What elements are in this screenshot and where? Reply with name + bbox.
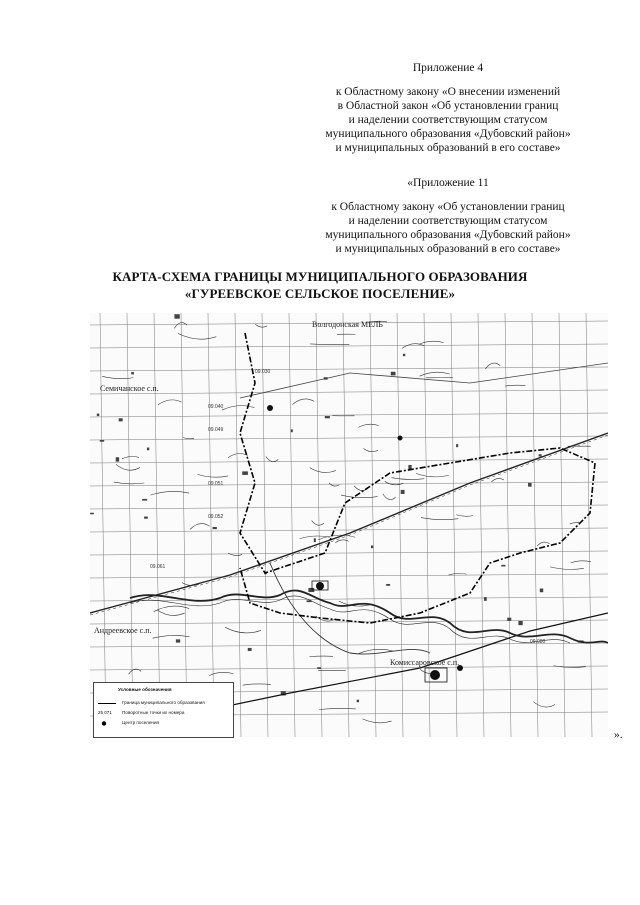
appendix-4-line: и муниципальных образований в его составе» (335, 142, 561, 154)
point-label: 09.080 (530, 639, 546, 645)
boundary-line-icon (98, 700, 116, 707)
legend-item-label: Центр поселения (122, 720, 159, 725)
point-label: 09.051 (208, 481, 224, 487)
appendix-4-line: и наделении соответствующим статусом (348, 114, 548, 126)
appendix-11-block (298, 176, 598, 256)
appendix-11-line: к Областному закону «Об установлении границ (331, 201, 565, 213)
appendix-4-line: муниципального образования «Дубовский район» (325, 128, 571, 140)
legend-item-points (98, 710, 230, 717)
point-label: 09.040 (208, 404, 224, 410)
legend-title: Условные обозначения (118, 687, 172, 692)
map-heading-line-1: КАРТА-СХЕМА ГРАНИЦЫ МУНИЦИПАЛЬНОГО ОБРАЗОВАНИЯ (112, 269, 528, 284)
appendix-4-line: в Областной закон «Об установлении границ (337, 100, 559, 112)
appendix-11-line: и наделении соответствующим статусом (348, 215, 548, 227)
closing-mark: ». (614, 729, 623, 741)
south-settlement-label: Комиссаровское с.п. (390, 658, 460, 667)
legend-item-boundary (98, 700, 230, 707)
legend-item-center (98, 720, 230, 727)
appendix-4-title: Приложение 4 (412, 62, 484, 74)
map-heading-line-2: «ГУРЕЕВСКОЕ СЕЛЬСКОЕ ПОСЕЛЕНИЕ» (184, 286, 456, 301)
point-label: 09.030 (255, 369, 271, 375)
map-heading (0, 268, 640, 302)
turning-point-icon: 25 071 (98, 710, 112, 715)
map-legend (93, 682, 234, 738)
settlement-center-icon (98, 720, 116, 727)
appendix-4-line: к Областному закону «О внесении изменений (335, 86, 561, 98)
appendix-11-line: муниципального образования «Дубовский район» (325, 229, 571, 241)
appendix-11-line: и муниципальных образований в его составе» (335, 243, 561, 255)
appendix-4-block (298, 61, 598, 155)
point-label: 09.049 (208, 427, 224, 433)
north-region-label: Волгодонская МЕЛЬ (312, 320, 383, 329)
point-label: 09.052 (208, 514, 224, 520)
southwest-settlement-label: Андреевское с.п. (94, 626, 152, 635)
legend-item-label: Граница муниципального образования (122, 700, 205, 705)
point-label: 09.061 (150, 564, 166, 570)
appendix-11-title: «Приложение 11 (407, 177, 489, 189)
legend-item-label: Поворотные точки их номера (122, 710, 185, 715)
boundary-map (90, 313, 608, 737)
west-settlement-label: Семичанское с.п. (100, 384, 159, 393)
